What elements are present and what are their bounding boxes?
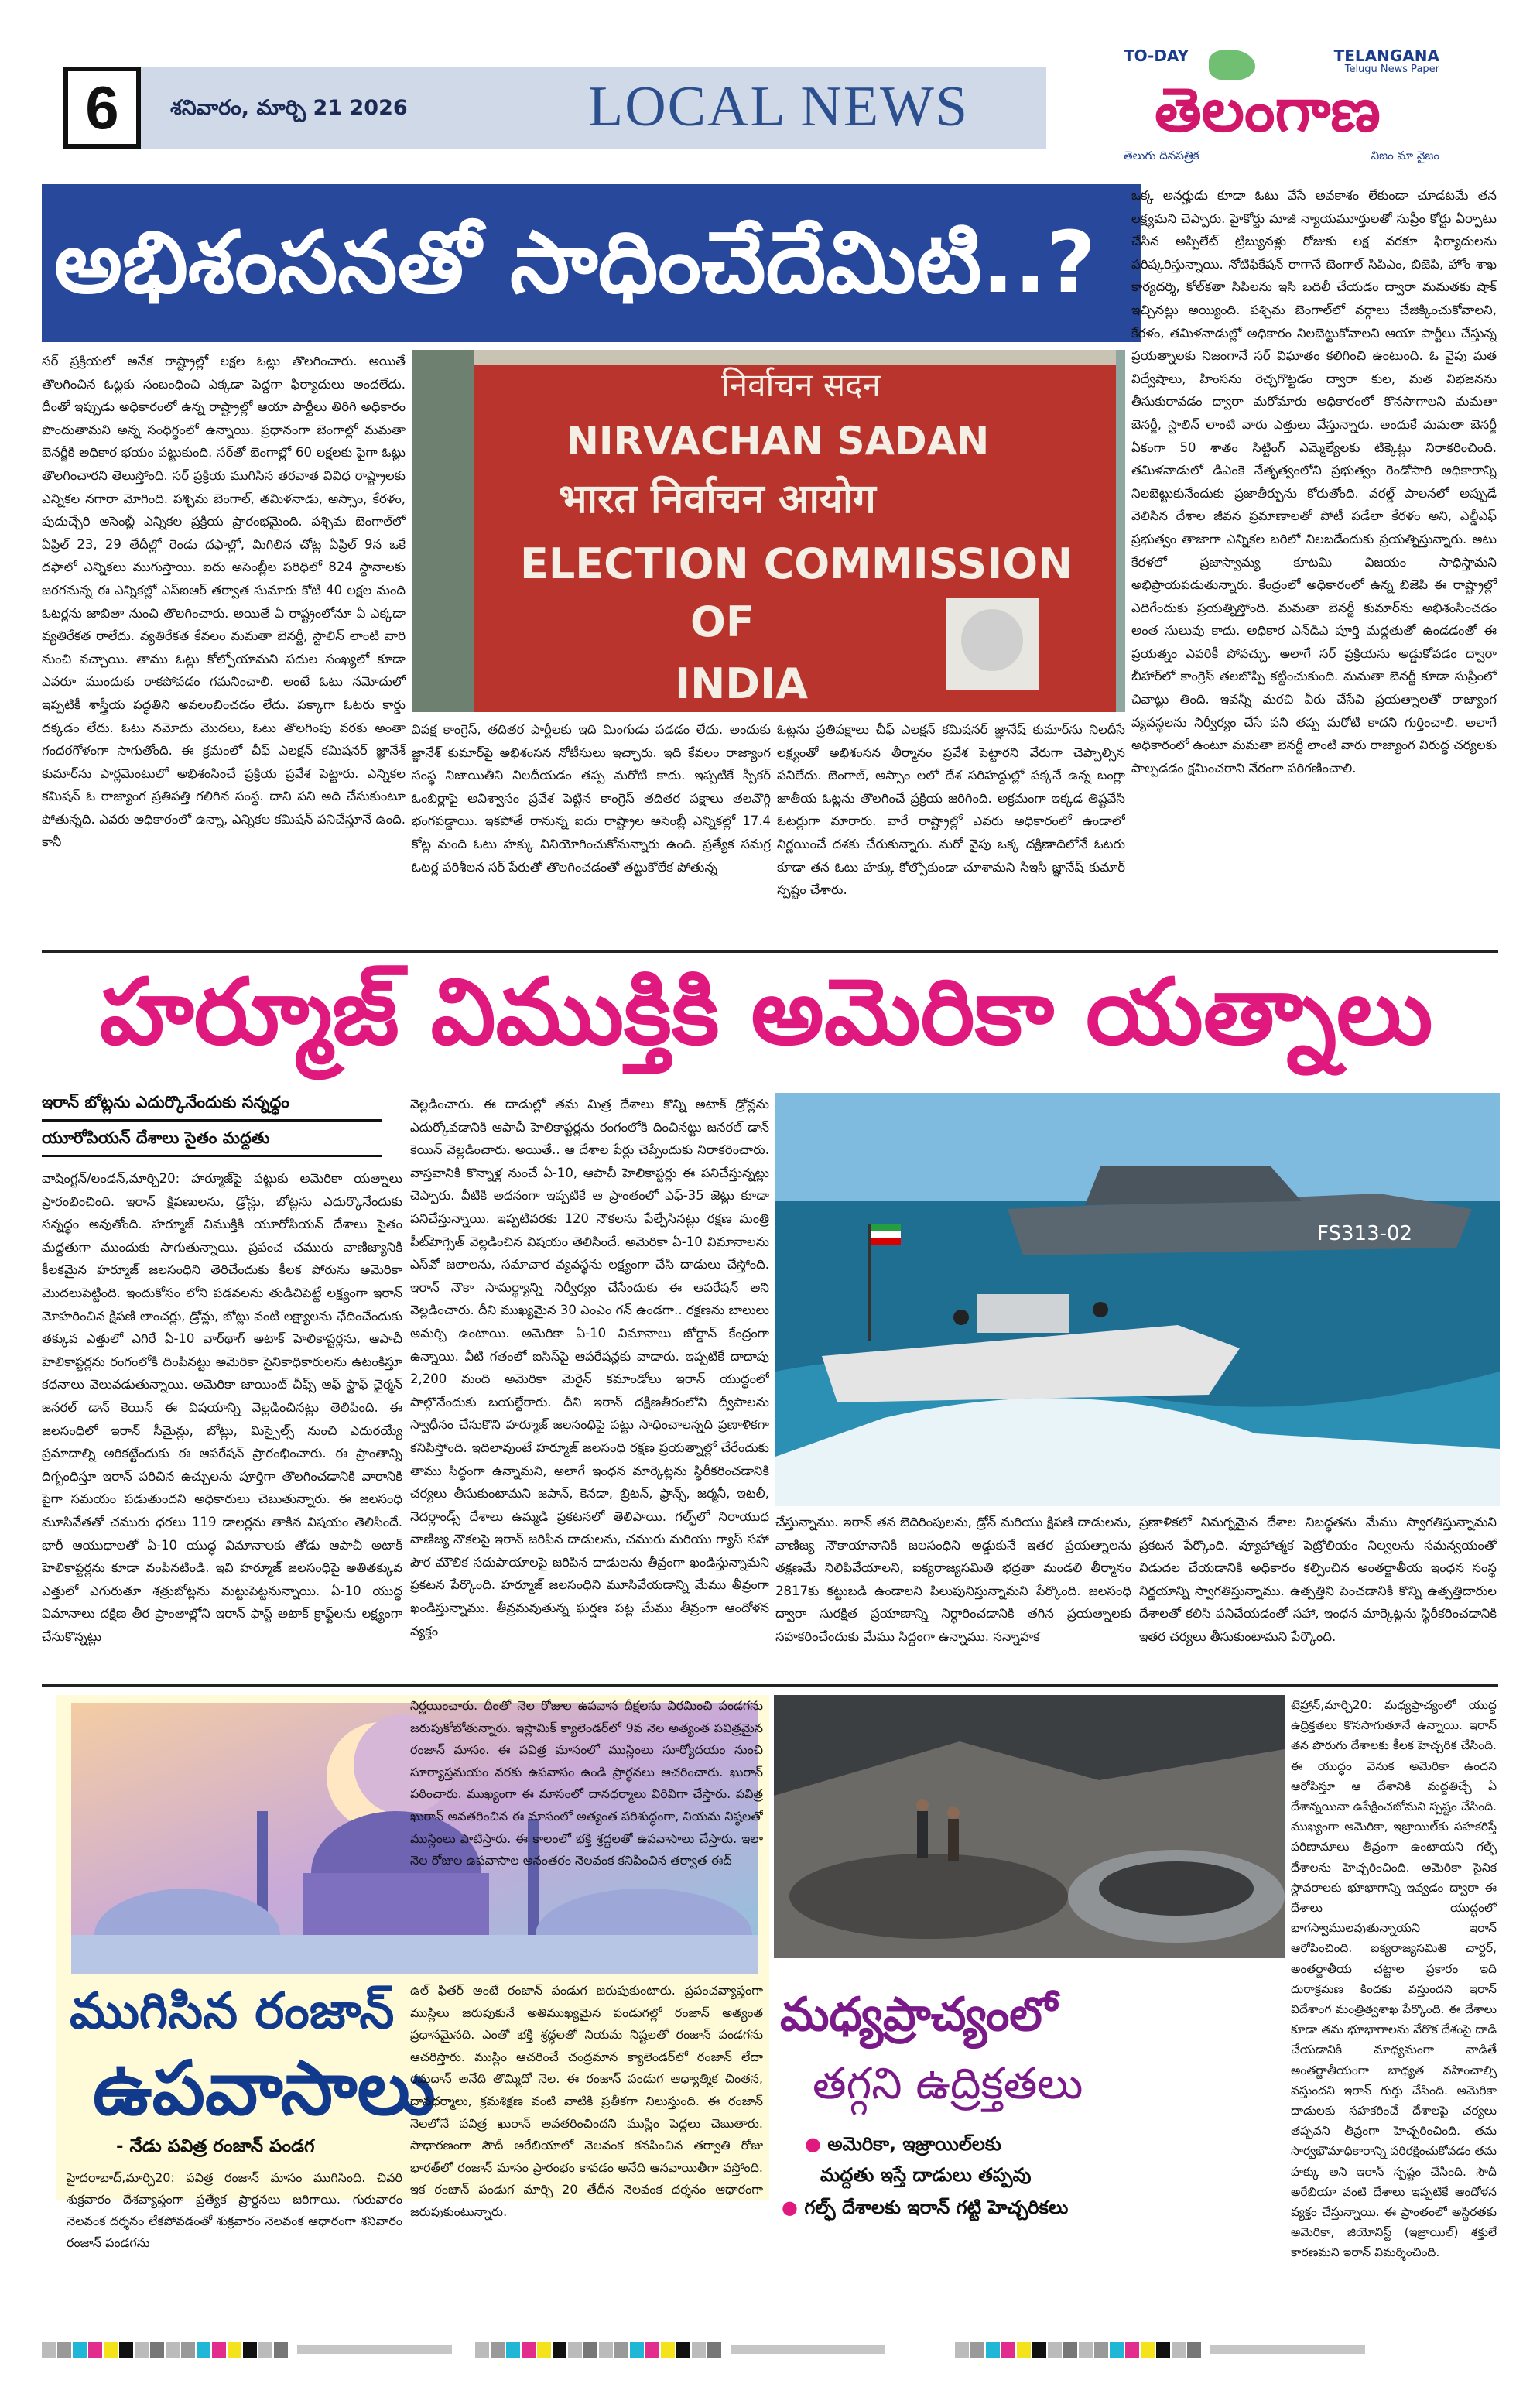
registration-swatch [88, 2342, 102, 2358]
registration-swatch [614, 2342, 628, 2358]
logo-bottom-left: తెలుగు దినపత్రిక [1124, 149, 1199, 163]
story2-kicker-2: యూరోపియన్ దేశాలు సైతం మద్దతు [42, 1128, 382, 1157]
registration-swatch [42, 2342, 56, 2358]
story1-headline: అభిశంసనతో సాధించేదేమిటి..? [54, 213, 1096, 312]
registration-swatch [645, 2342, 659, 2358]
registration-swatch [228, 2342, 241, 2358]
registration-swatch [475, 2342, 489, 2358]
story2-column-1: వాషింగ్టన్/లండన్,మార్చి20: హర్మూజ్‌పై పట్టుకు అమెరికా యత్నాలు ప్రారంభించింది. ఇరాన్ క్షిపణులను, డ్రోన్లు, బోట్లను ఎదుర్కొనేందుకు సన్నద్ధం అవుతోంది. హర్మూజ్ విముక్తికి యూరోపియన్ దేశాలు సైతం మద్దతుగా ముందుకు సాగుతున్నాయి. ప్రపంచ చమురు వాణిజ్యానికి కీలకమైన హర్మూజ్ జలసంధిని తెరిచేందుకు కీలక పోరును అమెరికా మొదలుపెట్టింది. ఇందుకోసం లోని పడవలను తుడిచిపెట్టే లక్ష్యంగా ఇరాన్ మోహరించిన క్షిపణి లాంచర్లు, డ్రోన్లు, బోట్లు వంటి లక్ష్యాలను ఛేదించేందుకు తక్కువ ఎత్తులో ఎగిరే ఏ-10 వార్‌థాగ్ అటాక్ హెలికాప్టర్లను, ఆపాచీ హెలికాప్టర్లను రంగంలోకి దింపినట్టు అమెరికా సైనికాధికారులను ఉటంకిస్తూ కథనాలు వెలువడుతున్నాయి. అమెరికా జాయింట్ చీఫ్స్ ఆఫ్ స్టాఫ్ ఛైర్మన్ జనరల్ డాన్ కెయిన్ ఈ విషయాన్ని వెల్లడించినట్లు తెలిపింది. ఈ జలసంధిలో ఇరాన్ సీమైన్లు, బోట్లు, మిస్సైల్స్ నుంచి ఎదురయ్యే ప్రమాదాల్ని అరికట్టేందుకు ఈ ఆపరేషన్ ప్రారంభించారు. ఈ ప్రాంతాన్ని దిగ్బంధిస్తూ ఇరాన్ పరిచిన ఉచ్చులను పూర్తిగా తొలగించడానికి వారానికి పైగా సమయం పడుతుందని అధికారులు చెబుతున్నారు. ఈ జలసంధి మూసివేతతో చమురు ధరలు 119 డాలర్లను తాకిన విషయం తెలిసిందే. భారీ ఆయుధాలతో ఏ-10 యుద్ధ విమానాలకు తోడు ఆపాచీ అటాక్ హెలికాప్టర్లను కూడా వంపినటిండి. ఇవి హర్మూజ్ జలసంధిపై అతితక్కువ ఎత్తులో ఎగురుతూ శత్రుబోట్లను మట్టుపెట్టనున్నాయి. ఏ-10 యుద్ధ విమానాలు దక్షిణ తీర ప్రాంతాల్లోని ఇరాన్ ఫాస్ట్ అటాక్ క్రాఫ్ట్‌లను లక్ష్యంగా చేసుకొన్నట్లు [42, 1171, 402, 1644]
story4-bullet-2-text: గల్ఫ్ దేశాలకు ఇరాన్ గట్టి హెచ్చరికలు [804, 2197, 1069, 2218]
story1-column-4: ఒక్క అనర్హుడు కూడా ఓటు వేసే అవకాశం లేకుండా చూడటమే తన లక్ష్యమని చెప్పారు. హైకోర్టు మాజీ న్యాయమూర్తులతో సుప్రీం కోర్టు ఏర్పాటు చేసిన అప్పిలేట్ ట్రిబ్యునళ్లు రోజుకు లక్ష వరకూ ఫిర్యాదులను పరిష్కరిస్తున్నాయి. నోటిఫికేషన్ రాగానే బెంగాల్ సిపిఎం, బిజెపి, హోం శాఖ కార్యదర్శి, కోల్‌కతా సిపిలను ఇసి బదిలీ చేయడం ద్వారా మమతకు షాక్ ఇచ్చినట్లు అయ్యింది. పశ్చిమ బెంగాల్‌లో వర్గాలు చేజిక్కించుకోవాలని, కేరళం, తమిళనాడుల్లో అధికారం నిలబెట్టుకోవాలని ఆయా పార్టీలు చేస్తున్న ప్రయత్నాలకు నిజంగానే సర్ విఘాతం కలిగించి ఉంటుంది. ఓ వైపు మత విద్వేషాలు, హింసను రెచ్చగొట్టడం ద్వారా కుల, మత విభజనను తీసుకురావడం ద్వారా మరోమారు అధికారంలో కొనసాగాలని మమతా బెనర్జీ, స్టాలిన్ లాంటి వారు ఎత్తులు వేస్తున్నారు. అందుకే మమతా బెనర్జీ ఏకంగా 50 శాతం సిట్టింగ్ ఎమ్మెల్యేలకు టిక్కెట్లు నిరాకరించింది. తమిళనాడులో డిఎంకె నేతృత్వంలోని ప్రభుత్వం రెండోసారి అధికారాన్ని నిలబెట్టుకునేందుకు ప్రజాతీర్పును కోరుతోంది. వరల్డ్ పాలనలో అప్పుడే వెలిసిన దేశాల జీవన ప్రమాణాలతో పోటీ పడేలా కేరళం అని, ఎల్డీఎఫ్ ప్రభుత్వం తాజాగా ఎన్నికల బరిలో నిలబడేందుకు ప్రయత్నిస్తున్నారు. అటు కేరళలో ప్రజాస్వామ్య కూటమి విజయం సాధిస్తామని అభిప్రాయపడుతున్నారు. కేంద్రంలో అధికారంలో ఉన్న బిజెపి ఈ రాష్ట్రాల్లో ఎదిగేందుకు ప్రయత్నిస్తోంది. మమతా బెనర్జీ కుమార్‌ను అభిశంసించడం అంత సులువు కాదు. అధికార ఎన్‌డిఎ పూర్తి మద్దతుతో ఉండడంతో ఈ ప్రయత్నం ఎవరికీ పోవచ్చు. అలాగే సర్ ప్రక్రియను అడ్డుకోవడం ద్వారా బీహార్‌లో కాంగ్రెస్ తలబొప్పి కట్టించుకుంది. మమతా బెనర్జీ కూడా సుప్రీంలో చివాట్లు తింది. ఇవన్నీ మరచి వీరు చేసేవి ప్రయత్నాలతో రాజ్యాంగ వ్యవస్థలను నిర్వీర్యం చేసే పని తప్ప మరోటి కాదని గుర్తించాలి. అలాగే అధికారంలో ఉంటూ మమతా బెనర్జీ లాంటి వారు రాజ్యాంగ విరుద్ధ చర్యలకు పాల్పడడం క్షమించరాని నేరంగా పరిగణించాలి. [1131, 188, 1497, 776]
logo-top-left: TO-DAY [1124, 46, 1189, 65]
story1-column-3: ఓట్లను ప్రతిపక్షాలు చీఫ్ ఎలక్షన్ కమిషనర్ జ్ఞానేష్ కుమార్‌ను నిలదీసే లక్ష్యంతో అభిశంసన తీర్మానం ప్రవేశ పెట్టారని వేరుగా చెప్పాల్సిన పనిలేదు. బెంగాల్, అస్సాం లలో దేశ సరిహద్దుల్లో పక్కనే ఉన్న బంగ్లా జాతీయ ఓట్లను తొలగించే ప్రక్రియ జరిగింది. అక్రమంగా ఇక్కడ తిష్టవేసి ఓటర్లుగా మారారు. వారే రాష్ట్రాల్లో ఎవరు అధికారంలో ఉండాలో నిర్ణయించే దశకు చేరుకున్నారు. మరో వైపు ఒక్క దక్షిణాదిలోనే ఓటరు కూడా తన ఓటు హక్కు కోల్పోకుండా చూశామని సిఇసి జ్ఞానేష్ కుమార్ స్పష్టం చేశారు. [777, 722, 1125, 898]
registration-swatch [506, 2342, 520, 2358]
story4-bullet-1 [805, 2133, 1001, 2159]
registration-swatch [150, 2342, 164, 2358]
bullet-dot-icon: ● [782, 2197, 798, 2218]
registration-swatch [707, 2342, 721, 2358]
photo-text-2: NIRVACHAN SADAN [566, 419, 990, 464]
photo-text-3: भारत निर्वाचन आयोग [559, 476, 876, 522]
naval-boats-photo [775, 1093, 1500, 1506]
story2-column-4: ప్రణాళికలో నిమగ్నమైన దేశాల నిబద్ధతను మేము స్వాగతిస్తున్నామని ప్రకటన పేర్కొంది. వ్యూహాత్మక పెట్రోలియం నిల్వలను సమన్వయంతో విడుదల చేయడానికి అధికారం కల్పించిన అంతర్జాతీయ ఇంధన సంస్థ నిర్ణయాన్ని స్వాగతిస్తున్నాము. ఉత్పత్తిని పెంచడానికి కొన్ని ఉత్పత్తిదారుల దేశాలతో కలిసి పనిచేయడంతో సహా, ఇంధన మార్కెట్లను స్థిరీకరించడానికి ఇతర చర్యలు తీసుకుంటామని పేర్కొంది. [1139, 1515, 1497, 1644]
section-divider-1 [42, 950, 1498, 953]
page-number: 6 [63, 67, 141, 149]
registration-swatch [537, 2342, 551, 2358]
registration-swatch [599, 2342, 613, 2358]
story1-column-1: సర్ ప్రక్రియలో అనేక రాష్ట్రాల్లో లక్షల ఓట్లు తొలగించారు. అయితే తొలగించిన ఓట్లకు సంబంధించి ఎక్కడా పెద్దగా ఫిర్యాదులు అందలేదు. దీంతో ఇప్పుడు అధికారంలో ఉన్న రాష్ట్రాల్లో ఆయా పార్టీలు తిరిగి అధికారం పొందుతామని అన్న సంధిగ్ధంలో ఉన్నాయి. ప్రధానంగా బెంగాల్లో మమతా బెనర్జీకి అధికార భయం పట్టుకుంది. సర్‌తో బెంగాల్లో 60 లక్షలకు పైగా ఓట్లు తొలగించారని తెలుస్తోంది. సర్ ప్రక్రియ ముగిసిన తరవాత వివిధ రాష్ట్రాలకు ఎన్నికల నగారా మోగింది. పశ్చిమ బెంగాల్, తమిళనాడు, అస్సాం, కేరళం, పుదుచ్చేరి అసెంబ్లీ ఎన్నికల ప్రక్రియ ప్రారంభమైంది. పశ్చిమ బెంగాల్‌లో ఏప్రిల్ 23, 29 తేదీల్లో రెండు దఫాల్లో, మిగిలిన చోట్ల ఏప్రిల్ 9న ఒకే దఫాలో ఎన్నికలు ముగుస్తాయి. ఐదు అసెంబ్లీల పరిధిలో 824 స్థానాలకు జరగనున్న ఈ ఎన్నికల్లో ఎస్‌ఐఆర్ తర్వాత సుమారు కోటి 40 లక్షల మంది ఓటర్లను జాబితా నుంచి తొలగించారు. అయితే ఏ రాష్ట్రంలోనూ ఏ ఎక్కడా వ్యతిరేకత రాలేదు. వ్యతిరేకత కేవలం మమతా బెనర్జీ, స్టాలిన్ లాంటి వారి నుంచి వచ్చాయి. తాము ఓట్లు కోల్పోయామని పదుల సంఖ్యలో కూడా ఎవరూ ముందుకు రాకపోవడం గమనించాలి. అంటే ఓటు నమోదులో ఇప్పటికీ శాస్త్రీయ పద్ధతిని అవలంబించడం లేదు. పక్కాగా ఓటరు కార్డు దక్కడం లేదు. ఓటు నమోదు మొదలు, ఓటు తొలగింపు వరకు అంతా గందరగోళంగా సాగుతోంది. ఈ క్రమంలో చీఫ్ ఎలక్షన్ కమిషనర్ జ్ఞానేశ్ కుమార్‌ను పార్లమెంటులో అభిశంసించే ప్రక్రియ ప్రవేశ పెట్టారు. ఎన్నికల కమిషన్ ఓ రాజ్యాంగ ప్రతిపత్తి గలిగిన సంస్థ. దాని పని అది చేసుకుంటూ పోతున్నది. ఎవరు అధికారంలో ఉన్నా, ఎన్నికల కమిషన్ పనిచేస్తూనే ఉంది. కానీ [42, 354, 406, 850]
registration-swatch [73, 2342, 87, 2358]
bullet-dot-icon: ● [805, 2133, 821, 2155]
registration-swatch [568, 2342, 582, 2358]
registration-strip [42, 2341, 1498, 2359]
registration-swatch [553, 2342, 566, 2358]
story2-kicker-1: ఇరాన్ బోట్లను ఎదుర్కొనేందుకు సన్నద్ధం [42, 1093, 382, 1122]
registration-swatch [212, 2342, 226, 2358]
registration-swatch [1094, 2342, 1108, 2358]
registration-swatch [135, 2342, 149, 2358]
registration-swatch [630, 2342, 644, 2358]
registration-swatch [970, 2342, 984, 2358]
registration-swatch [1156, 2342, 1170, 2358]
masthead-logo [1124, 46, 1470, 170]
registration-swatch [522, 2342, 536, 2358]
registration-swatch [1001, 2342, 1015, 2358]
registration-swatch [243, 2342, 257, 2358]
story4-bullet-2 [782, 2197, 1068, 2223]
registration-bar [297, 2345, 452, 2354]
registration-swatch [1172, 2342, 1186, 2358]
registration-swatch [955, 2342, 969, 2358]
election-commission-photo [412, 350, 1125, 712]
registration-swatch [1017, 2342, 1031, 2358]
story3-title-line2: ఉపవాసాలు [93, 2045, 436, 2132]
story3-subtitle: - నేడు పవిత్ర రంజాన్ పండగ [116, 2136, 315, 2156]
story4-column-1: టెహ్రాన్,మార్చి20: మధ్యప్రాచ్యంలో యుద్ధ ఉద్రిక్తతలు కొనసాగుతూనే ఉన్నాయి. ఇరాన్ తన పొరుగు దేశాలకు కీలక హెచ్చరిక చేసింది. ఈ యుద్ధం వెనుక అమెరికా ఉందని ఆరోపిస్తూ ఆ దేశానికి మద్దతిచ్చే ఏ దేశాన్నయినా ఉపేక్షించబోమని స్పష్టం చేసింది. ముఖ్యంగా అమెరికా, ఇజ్రాయిల్‌కు సహకరిస్తే పరిణామాలు తీవ్రంగా ఉంటాయని గల్ఫ్ దేశాలను హెచ్చరించింది. అమెరికా సైనిక స్థావరాలకు భూభాగాన్ని ఇవ్వడం ద్వారా ఈ దేశాలు యుద్ధంలో భాగస్వాములవుతున్నాయని ఇరాన్ ఆరోపించింది. ఐక్యరాజ్యసమితి చార్టర్, అంతర్జాతీయ చట్టాల ప్రకారం ఇది దురాక్రమణ కిందకు వస్తుందని ఇరాన్ విదేశాంగ మంత్రిత్వశాఖ పేర్కొంది. ఈ దేశాలు కూడా తమ భూభాగాలను వేరొక దేశంపై దాడి చేయడానికి మాధ్యమంగా వాడితే అంతర్జాతీయంగా బాధ్యత వహించాల్సి వస్తుందని ఇరాన్ గుర్తు చేసింది. అమెరికా దాడులకు సహకరించే దేశాలపై చర్యలు తప్పవని తీవ్రంగా హెచ్చరించింది. తమ సార్వభౌమాధికారాన్ని పరిరక్షించుకోవడం తమ హక్కు అని ఇరాన్ స్పష్టం చేసింది. సౌదీ అరేబియా వంటి దేశాలు ఇప్పటికే ఆందోళన వ్యక్తం చేస్తున్నాయి. ఈ ప్రాంతంలో అస్థిరతకు అమెరికా, జియోనిస్ట్ (ఇజ్రాయిల్) శక్తులే కారణమని ఇరాన్ విమర్శించింది. [1291, 1698, 1497, 2260]
story1-column-2: విపక్ష కాంగ్రెస్, తదితర పార్టీలకు ఇది మింగుడు పడడం లేదు. అందుకు జ్ఞానేశ్ కుమార్‌పై అభిశంసన నోటీసులు ఇచ్చారు. ఇది కేవలం రాజ్యాంగ సంస్థ నిజాయితీని నిలదీయడం తప్ప మరోటి కాదు. ఇప్పటికే స్పీకర్ ఓంబిర్లాపై అవిశ్వాసం ప్రవేశ పెట్టిన కాంగ్రెస్ తదితర పక్షాలు తలవొగ్గి భంగపడ్డాయి. ఇకపోతే రానున్న ఐదు రాష్ట్రాల అసెంబ్లీ ఎన్నికల్లో 17.4 కోట్ల మంది ఓటు హక్కు వినియోగించుకోనున్నారు ఉంది. ప్రత్యేక సమగ్ర ఓటర్ల పరిశీలన సర్ పేరుతో తొలగించడంతో తట్టుకోలేక పోతున్న [412, 722, 771, 875]
registration-swatch [119, 2342, 133, 2358]
registration-swatch [676, 2342, 690, 2358]
section-title: LOCAL NEWS [588, 75, 970, 139]
registration-swatch [1032, 2342, 1046, 2358]
registration-swatch [661, 2342, 675, 2358]
story3-title-line1: ముగిసిన రంజాన్ [70, 1983, 395, 2040]
logo-top-sub: Telugu News Paper [1344, 63, 1439, 75]
story4-bullet-1b-text: మద్దతు ఇస్తే దాడులు తప్పవు [820, 2164, 1032, 2186]
registration-swatch [1063, 2342, 1077, 2358]
story4-title-line1: మధ్యప్రాచ్యంలో [780, 1988, 1058, 2042]
story4-title-line2: తగ్గని ఉద్రిక్తతలు [813, 2059, 1083, 2109]
registration-swatch [583, 2342, 597, 2358]
story2-column-3: చేస్తున్నాము. ఇరాన్ తన బెదిరింపులను, డ్రోన్ మరియు క్షిపణి దాడులను, వాణిజ్య నౌకాయానానికి జలసంధిని అడ్డుకునే ఇతర ప్రయత్నాలను తక్షణమే నిలిపివేయాలని, ఐక్యరాజ్యసమితి భద్రతా మండలి తీర్మానం 2817కు కట్టుబడి ఉండాలని పిలుపునిస్తున్నామని పేర్కొంది. జలసంధి ద్వారా సురక్షిత ప్రయాణాన్ని నిర్ధారించడానికి తగిన ప్రయత్నాలకు సహకరించేందుకు మేము సిద్ధంగా ఉన్నాము. సన్నాహక [775, 1515, 1131, 1644]
registration-swatch [1141, 2342, 1155, 2358]
story4-bullet-1-text: అమెరికా, ఇజ్రాయిల్‌లకు [827, 2133, 1001, 2155]
logo-bottom-right: నిజం మా నైజం [1371, 149, 1439, 163]
story3-column-2: నిర్ణయించారు. దీంతో నెల రోజుల ఉపవాస దీక్షలను విరమించి పండగను జరుపుకోబోతున్నారు. ఇస్లామిక్ క్యాలెండర్‌లో 9వ నెల అత్యంత పవిత్రమైన రంజాన్ మాసం. ఈ పవిత్ర మాసంలో ముస్లింలు సూర్యోదయం నుంచి సూర్యాస్తమయం వరకు ఉపవాసం ఉండి ప్రార్థనలు ఆచరించారు. ఖురాన్ పఠించారు. ముఖ్యంగా ఈ మాసంలో దానధర్మాలు విరివిగా చేస్తారు. పవిత్ర ఖురాన్ అవతరించిన ఈ మాసంలో అత్యంత పరిశుద్ధంగా, నియమ నిష్ఠలతో ముస్లింలు పాటిస్తారు. ఈ కాలంలో భక్తి శ్రద్ధలతో ఉపవాసాలు చేస్తారు. ఇలా నెల రోజుల ఉపవాసాల అనంతరం నెలవంక కనిపించిన తర్వాత ఈద్ [410, 1698, 763, 1868]
photo-text-5: OF [690, 598, 755, 646]
registration-swatch [692, 2342, 706, 2358]
registration-swatch [1187, 2342, 1201, 2358]
logo-main: తెలంగాణ [1155, 76, 1381, 146]
section-divider-2 [42, 1684, 1498, 1687]
registration-swatch [1125, 2342, 1139, 2358]
registration-swatch [986, 2342, 1000, 2358]
registration-bar [731, 2345, 885, 2354]
photo-text-4: ELECTION COMMISSION [520, 539, 1073, 588]
story2-column-2: వెల్లడించారు. ఈ దాడుల్లో తమ మిత్ర దేశాలు కొన్ని అటాక్ డ్రోన్లను ఎదుర్కోవడానికి ఆపాచీ హెలికాప్టర్లను రంగంలోకి దించినట్టు జనరల్ డాన్ కెయిన్ వెల్లడించారు. అయితే.. ఆ దేశాల పేర్లు చెప్పేందుకు నిరాకరించారు. వాస్తవానికి కొన్నాళ్ల నుంచే ఏ-10, ఆపాచీ హెలికాప్టర్లు ఈ పనిచేస్తున్నట్లు చెప్పారు. వీటికి అదనంగా ఇప్పటికే ఆ ప్రాంతంలో ఎఫ్-35 జెట్లు కూడా పనిచేస్తున్నాయి. ఇప్పటివరకు 120 నౌకలను పేల్చేసినట్లు రక్షణ మంత్రి పీట్‌హెగ్సెత్ వెల్లడించిన విషయం తెలిసిందే. అమెరికా ఏ-10 విమానాలను ఎస్‌వో జలాలను, సమాచార వ్యవస్థను లక్ష్యంగా చేసి దాడులు చేస్తోంది. ఇరాన్ నౌకా సామర్థ్యాన్ని నిర్వీర్యం చేసేందుకు ఈ ఆపరేషన్ అని వెల్లడించారు. దీని ముఖ్యమైన 30 ఎంఎం గన్ ఉండగా.. రక్షణను బాలులు అమర్చి ఉంటాయి. అమెరికా ఏ-10 విమానాలు జోర్డాన్ కేంద్రంగా ఉన్నాయి. వీటి గతంలో ఐసిస్‌పై ఆపరేషన్లకు వాడారు. ఇప్పటికే దాదాపు 2,200 మంది అమెరికా మెరైన్ కమాండోలు ఇరాన్ యుద్ధంలో పాల్గొనేందుకు బయల్దేరారు. దీని ఇరాన్ దక్షిణతీరంలోని ద్వీపాలను స్వాధీనం చేసుకొని హర్మూజ్ జలసంధిపై పట్టు సాధించాలన్నది ప్రణాళికగా కనిపిస్తోంది. ఇదిలావుంటే హర్మూజ్ జలసంధి రక్షణ ప్రయత్నాల్లో చేరేందుకు తాము సిద్ధంగా ఉన్నామని, అలాగే ఇంధన మార్కెట్లను స్థిరీకరించడానికి చర్యలు తీసుకుంటామని జపాన్, కెనడా, బ్రిటన్, ఫ్రాన్స్, జర్మనీ, ఇటలీ, నెదర్లాండ్స్ దేశాలు ఉమ్మడి ప్రకటనలో తెలిపాయి. గల్ఫ్‌లో నిరాయుధ వాణిజ్య నౌకలపై ఇరాన్ జరిపిన దాడులను, చమురు మరియు గ్యాస్ సహా పౌర మౌలిక సదుపాయాలపై జరిపిన దాడులను తీవ్రంగా ఖండిస్తున్నామని ప్రకటన పేర్కొంది. హర్మూజ్ జలసంధిని మూసివేయడాన్ని మేము తీవ్రంగా ఖండిస్తున్నాము. తీవ్రమవుతున్న ఘర్షణ పట్ల మేము తీవ్రంగా ఆందోళన వ్యక్తం [410, 1097, 769, 1639]
registration-swatch [1079, 2342, 1093, 2358]
logo-top-right: TELANGANA [1333, 46, 1439, 65]
registration-swatch [258, 2342, 272, 2358]
ship-hull-number: FS313-02 [1317, 1222, 1413, 1245]
registration-bar [1210, 2345, 1365, 2354]
photo-text-1: निर्वाचन सदन [721, 366, 881, 404]
story3-column-3: ఉల్ ఫితర్ అంటే రంజాన్ పండుగ జరుపుకుంటారు. ప్రపంచవ్యాప్తంగా ముస్లిలు జరుపుకునే అతిముఖ్యమైన పండుగల్లో రంజాన్ అత్యంత ప్రధానమైనది. ఎంతో భక్తి శ్రద్ధలతో నియమ నిష్టలతో రంజాన్ పండగను ఆచరిస్తారు. ముస్లిం ఆచరించే చంద్రమాన క్యాలెండర్‌లో రంజాన్ లేదా రమదాన్ అనేది తొమ్మిదో నెల. ఈ రంజాన్ పండుగ ఆధ్యాత్మిక చింతన, దానధర్మాలు, క్రమశిక్షణ వంటి వాటికి ప్రతీకగా నిలుస్తుంది. ఈ రంజాన్ నెలలోనే పవిత్ర ఖురాన్ అవతరించిందని ముస్లిం పెద్దలు చెబుతారు. సాధారణంగా సౌదీ అరేబియాలో నెలవంక కనపించిన తర్వాతి రోజు భారత్‌లో రంజాన్ మాసం ప్రారంభం కావడం అనేది ఆనవాయితీగా వస్తోంది. ఇక రంజాన్ పండుగ మార్చి 20 తేదీన నెలవంక దర్శనం ఆధారంగా జరుపుకుంటున్నారు. [410, 1983, 763, 2219]
registration-swatch [197, 2342, 210, 2358]
registration-swatch [491, 2342, 505, 2358]
story3-column-1: హైదరాబాద్,మార్చి20: పవిత్ర రంజాన్ మాసం ముగిసింది. చివరి శుక్రవారం దేశవ్యాప్తంగా ప్రత్యేక ప్రార్థనలు జరిగాయి. గురువారం నెలవంక దర్శనం లేకపోవడంతో శుక్రవారం నెలవంక ఆధారంగా శనివారం రంజాన్ పండగను [67, 2170, 402, 2250]
registration-swatch [1048, 2342, 1062, 2358]
registration-swatch [104, 2342, 118, 2358]
registration-swatch [274, 2342, 288, 2358]
war-damage-photo [774, 1695, 1285, 1958]
issue-date: శనివారం, మార్చి 21 2026 [170, 96, 408, 120]
photo-text-6: INDIA [675, 659, 808, 708]
registration-swatch [1110, 2342, 1124, 2358]
registration-swatch [57, 2342, 71, 2358]
registration-swatch [181, 2342, 195, 2358]
story2-headline: హర్మూజ్ విముక్తికి అమెరికా యత్నాలు [99, 958, 1433, 1065]
registration-swatch [166, 2342, 180, 2358]
